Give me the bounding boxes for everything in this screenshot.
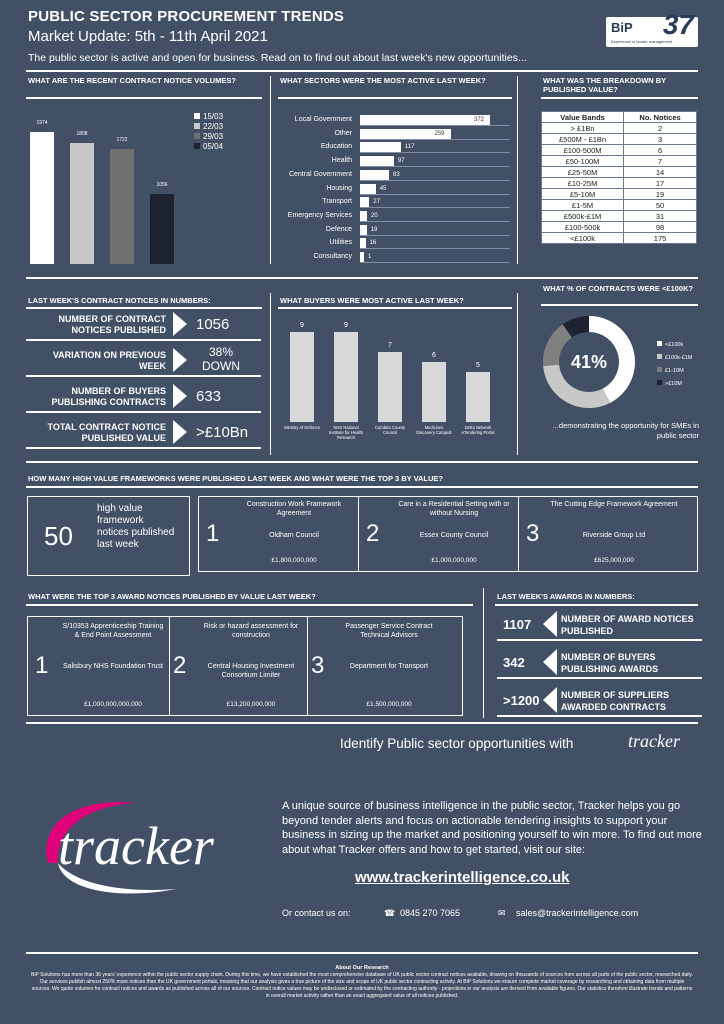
legend-label: 22/03 — [203, 122, 224, 131]
framework-value: £1,800,000,000 — [271, 557, 317, 564]
legend-entry — [657, 378, 693, 391]
volume-bar — [150, 194, 174, 264]
awards-top-heading: WHAT WERE THE TOP 3 AWARD NOTICES PUBLISHED BY VALUE LAST WEEK? — [28, 592, 316, 601]
sector-value: 83 — [393, 171, 400, 178]
award-buyer: Salisbury NHS Foundation Trust — [63, 663, 163, 670]
frameworks-heading: HOW MANY HIGH VALUE FRAMEWORKS WERE PUBLISHED LAST WEEK AND WHAT WERE THE TOP 3 BY VALUE? — [28, 474, 444, 483]
chevron-right-icon — [171, 348, 189, 372]
volume-bar — [30, 132, 54, 264]
sector-label: Consultancy — [313, 253, 352, 260]
divider — [169, 616, 170, 716]
buyer-value: 6 — [432, 352, 436, 359]
sector-gridline — [360, 248, 510, 249]
value-band-cell: £100-500k — [542, 222, 624, 233]
award-title: Passenger Service Contract Technical Advisors — [345, 623, 433, 639]
volume-bar-label: 1808 — [76, 131, 88, 138]
page-subtitle: Market Update: 5th - 11th April 2021 — [28, 28, 268, 45]
value-band-cell: £500k-£1M — [542, 211, 624, 222]
legend-entry — [657, 339, 693, 352]
email-icon: ✉ — [498, 908, 506, 918]
sector-bar — [360, 225, 367, 235]
numbers-heading: LAST WEEK'S CONTRACT NOTICES IN NUMBERS: — [28, 296, 211, 305]
sector-gridline — [360, 221, 510, 222]
tracker-url-link[interactable]: www.trackerintelligence.co.uk — [355, 869, 570, 886]
value-bands-table-wrap — [541, 111, 697, 244]
chevron-right-icon — [171, 312, 189, 336]
legend-label: £1-10M — [665, 368, 684, 374]
legend-swatch — [194, 133, 200, 139]
buyer-label: Cumbria County Council — [374, 425, 406, 435]
contract-number-value: 1056 — [196, 316, 230, 333]
award-rank: 1 — [35, 652, 49, 679]
divider — [26, 604, 473, 606]
award-number-value: 1107 — [503, 617, 532, 632]
value-bands-col1: Value Bands — [542, 112, 624, 123]
value-band-cell: 175 — [624, 233, 697, 244]
value-band-cell: 7 — [624, 156, 697, 167]
sector-bar — [360, 252, 364, 262]
sector-row — [280, 237, 510, 249]
value-band-cell: 2 — [624, 123, 697, 134]
value-band-cell: 98 — [624, 222, 697, 233]
legend-entry — [657, 365, 693, 378]
sector-bar — [360, 238, 366, 248]
legend-swatch — [657, 341, 662, 346]
contract-number-label: NUMBER OF CONTRACT NOTICES PUBLISHED — [58, 314, 166, 335]
contract-number-value: 633 — [196, 388, 222, 405]
legend-entry — [194, 132, 223, 142]
divider — [517, 76, 518, 264]
value-band-cell: 19 — [624, 189, 697, 200]
award-rank: 3 — [311, 652, 325, 679]
sector-row — [280, 141, 510, 153]
contract-number-value: 38% DOWN — [202, 345, 240, 373]
contract-number-row — [26, 420, 261, 446]
award-number-label: NUMBER OF AWARD NOTICES PUBLISHED — [561, 614, 694, 636]
contract-number-row — [26, 384, 261, 410]
legend-swatch — [194, 113, 200, 119]
buyers-chart — [282, 312, 512, 452]
value-bands-heading: WHAT WAS THE BREAKDOWN BY PUBLISHED VALUE? — [543, 76, 667, 94]
sector-value: 19 — [370, 226, 378, 233]
sector-value: 45 — [379, 185, 387, 192]
row-divider — [26, 339, 261, 341]
divider — [518, 496, 519, 572]
contract-number-row — [26, 345, 261, 374]
value-band-cell: £50-100M — [542, 156, 624, 167]
volume-bar — [70, 143, 94, 264]
sector-bar — [360, 184, 376, 194]
award-number-value: >1200 — [503, 693, 540, 708]
legend-swatch — [657, 367, 662, 372]
value-band-cell: 14 — [624, 167, 697, 178]
buyer-label: Medicines Discovery Catapult — [416, 425, 452, 435]
volumes-heading: WHAT ARE THE RECENT CONTRACT NOTICE VOLUMES? — [28, 76, 236, 85]
awards-numbers-heading: LAST WEEK'S AWARDS IN NUMBERS: — [497, 592, 635, 601]
sector-label: Utilities — [329, 239, 352, 247]
buyer-value: 7 — [388, 342, 392, 349]
row-divider — [497, 639, 702, 641]
sector-bar — [360, 211, 367, 221]
volume-bar — [110, 149, 134, 264]
row-divider — [26, 411, 261, 413]
chevron-left-icon — [543, 687, 557, 713]
framework-title: Care in a Residential Setting with or without Nursing — [398, 501, 510, 517]
award-value: £1,500,000,000 — [366, 701, 412, 708]
bip-logo — [606, 9, 698, 47]
legend-entry — [194, 142, 223, 152]
award-value: £13,200,000,000 — [226, 701, 276, 708]
sector-label: Other — [334, 129, 352, 137]
page-title: PUBLIC SECTOR PROCUREMENT TRENDS — [28, 8, 345, 25]
value-band-cell: £100-500M — [542, 145, 624, 156]
award-number-label: NUMBER OF SUPPLIERS AWARDED CONTRACTS — [561, 690, 670, 712]
sector-value: 27 — [373, 199, 381, 206]
value-band-row — [542, 233, 697, 244]
row-divider — [497, 677, 702, 679]
framework-title: The Cutting Edge Framework Agreement — [550, 501, 678, 508]
about-heading: About Our Research — [335, 965, 389, 971]
row-divider — [26, 375, 261, 377]
contact-label: Or contact us on: — [282, 908, 351, 918]
contract-number-label: TOTAL CONTRACT NOTICE PUBLISHED VALUE — [47, 422, 166, 443]
award-title: S/10353 Apprenticeship Training & End Point Assessment — [62, 623, 164, 639]
award-number-row — [497, 647, 702, 677]
sector-row — [280, 183, 510, 195]
contract-number-label: VARIATION ON PREVIOUS WEEK — [52, 350, 166, 371]
email-link[interactable]: sales@trackerintelligence.com — [516, 908, 639, 918]
volume-bar-label: 1974 — [36, 120, 48, 127]
value-band-cell: 3 — [624, 134, 697, 145]
framework-rank: 1 — [206, 520, 220, 547]
buyer-label: Ministry of Defence — [284, 425, 320, 430]
sector-value: 259 — [434, 130, 445, 137]
contract-number-label: NUMBER OF BUYERS PUBLISHING CONTRACTS — [51, 386, 166, 407]
row-divider — [497, 715, 702, 717]
award-rank: 2 — [173, 652, 187, 679]
sector-gridline — [360, 207, 510, 208]
buyer-bar — [422, 362, 446, 422]
legend-label: 05/04 — [203, 142, 224, 151]
sector-value: 97 — [397, 158, 405, 165]
divider — [26, 70, 698, 72]
divider — [541, 97, 698, 99]
value-band-cell: 17 — [624, 178, 697, 189]
legend-entry — [657, 352, 693, 365]
framework-buyer: Riverside Group Ltd — [582, 532, 646, 539]
buyer-bar — [466, 372, 490, 422]
chevron-left-icon — [543, 649, 557, 675]
sector-gridline — [360, 235, 510, 236]
value-band-row — [542, 156, 697, 167]
legend-label: <£100k — [665, 342, 684, 348]
value-band-row — [542, 167, 697, 178]
volume-bar-label: 1722 — [116, 137, 128, 144]
value-bands-table — [541, 111, 697, 244]
divider — [270, 293, 271, 455]
sector-row — [280, 196, 510, 208]
identify-text: Identify Public sector opportunities with — [340, 736, 574, 751]
legend-swatch — [657, 380, 662, 385]
buyer-label: Defra Network eTendering Portal — [461, 425, 495, 435]
value-band-cell: 6 — [624, 145, 697, 156]
framework-title: Construction Work Framework Agreement — [246, 501, 342, 517]
framework-rank: 2 — [366, 520, 380, 547]
buyer-value: 9 — [300, 322, 304, 329]
divider — [278, 307, 512, 309]
about-text: BiP Solutions has more than 36 years' experience within the public sector supply chain. During this time, we have established the most comprehensive database of UK public sector contract notices available, drawing on thousands of sources from across all parts of the public sector, researched daily. Our services publish almost 250% more notices than the UK government portals, meaning that our analysis gives a true picture of the size and scope of UK public sector contracting activity. At BiP Solutions we ensure complete market coverage by researching and obtaining data from multiple sources. We quote volumes for contract notices and awards as published across all of our sources. Contract notice values may be undisclosed or estimated by the contracting authority - projections in our analysis are derived from available figures. Our statistics therefore illustrate trends and patterns in overall market activity rather than an exact aggregated value of all notices published. — [31, 972, 693, 999]
divider — [26, 461, 698, 463]
value-band-row — [542, 178, 697, 189]
value-band-cell: 50 — [624, 200, 697, 211]
award-number-row — [497, 609, 702, 639]
sector-row — [280, 128, 510, 140]
framework-value: £625,000,000 — [594, 557, 634, 564]
award-number-label: NUMBER OF BUYERS PUBLISHING AWARDS — [561, 652, 659, 674]
sector-row — [280, 155, 510, 167]
value-band-cell: £25-50M — [542, 167, 624, 178]
value-band-row — [542, 189, 697, 200]
value-band-row — [542, 123, 697, 134]
sector-row — [280, 251, 510, 263]
award-number-row — [497, 685, 702, 715]
sector-gridline — [360, 262, 510, 263]
sector-bar — [360, 115, 490, 125]
sector-label: Housing — [326, 184, 352, 192]
sector-bar — [360, 197, 369, 207]
buyers-heading: WHAT BUYERS WERE MOST ACTIVE LAST WEEK? — [280, 296, 464, 305]
sector-label: Local Government — [294, 116, 352, 123]
divider — [26, 307, 262, 309]
value-band-cell: £1-5M — [542, 200, 624, 211]
divider — [358, 496, 359, 572]
buyer-bar — [334, 332, 358, 422]
sectors-chart — [280, 114, 510, 264]
value-band-row — [542, 200, 697, 211]
buyer-value: 9 — [344, 322, 348, 329]
divider — [541, 304, 698, 306]
value-band-row — [542, 222, 697, 233]
chevron-right-icon — [171, 420, 189, 444]
legend-entry — [194, 112, 223, 122]
volumes-chart — [30, 104, 190, 264]
sme-heading: WHAT % OF CONTRACTS WERE <£100K? — [543, 284, 694, 293]
sector-label: Central Government — [288, 170, 352, 178]
tracker-big-logo — [36, 793, 276, 903]
sector-label: Emergency Services — [287, 211, 352, 219]
sector-bar — [360, 170, 389, 180]
sector-value: 117 — [404, 144, 415, 151]
legend-swatch — [657, 354, 662, 359]
value-band-cell: <£100k — [542, 233, 624, 244]
bip-logo-text: BiP — [611, 20, 633, 35]
divider — [26, 97, 262, 99]
bip-logo-number: 37 — [662, 9, 694, 40]
page-intro: The public sector is active and open for business. Read on to find out about last week's new opportunities... — [28, 52, 527, 64]
sector-row — [280, 210, 510, 222]
legend-swatch — [194, 143, 200, 149]
buyer-bar — [378, 352, 402, 422]
sector-gridline — [360, 139, 510, 140]
framework-count: 50 — [44, 521, 73, 551]
tracker-small-logo: tracker — [628, 731, 680, 751]
framework-buyer: Essex County Council — [419, 532, 489, 539]
buyer-label: NHS National Institute for Health Research — [329, 425, 363, 440]
divider — [26, 486, 698, 488]
divider — [517, 293, 518, 455]
sector-label: Health — [331, 157, 352, 165]
legend-label: 15/03 — [203, 112, 224, 121]
chevron-right-icon — [171, 384, 189, 408]
sector-value: 372 — [474, 117, 485, 123]
sector-row — [280, 169, 510, 181]
value-band-cell: £500M - £1Bn — [542, 134, 624, 145]
award-title: Risk or hazard assessment for construction — [203, 623, 299, 639]
value-band-cell: £10-25M — [542, 178, 624, 189]
tracker-blurb: A unique source of business intelligence in the public sector, Tracker helps you go beyond tender alerts and focus on actionable tendering insights to support your business in sizing up the market and positioning yourself to win more. To find out more about what Tracker offers and how to get started, visit our site: — [282, 800, 702, 856]
volume-bar-label: 1056 — [156, 181, 168, 188]
row-divider — [26, 447, 261, 449]
value-band-cell: 31 — [624, 211, 697, 222]
divider — [26, 277, 698, 279]
divider — [495, 604, 698, 606]
framework-count-box — [27, 496, 190, 576]
legend-swatch — [194, 123, 200, 129]
sectors-heading: WHAT SECTORS WERE THE MOST ACTIVE LAST WEEK? — [280, 76, 486, 85]
contract-number-value: >£10Bn — [196, 424, 249, 441]
divider — [307, 616, 308, 716]
phone-link[interactable]: 0845 270 7065 — [400, 908, 461, 918]
value-band-row — [542, 211, 697, 222]
framework-count-text: high value framework notices published last week — [97, 503, 175, 550]
sector-gridline — [360, 194, 510, 195]
legend-label: >£10M — [665, 381, 682, 387]
sme-percent: 41% — [570, 351, 608, 372]
contract-number-row — [26, 312, 261, 338]
sector-bar — [360, 156, 394, 166]
award-buyer: Department for Transport — [349, 663, 429, 670]
value-band-row — [542, 145, 697, 156]
bip-logo-small: Experience in tender management — [611, 39, 673, 44]
chevron-left-icon — [543, 611, 557, 637]
legend-entry — [194, 122, 223, 132]
sector-gridline — [360, 166, 510, 167]
sme-legend — [657, 339, 693, 391]
divider — [483, 588, 484, 718]
sector-value: 20 — [370, 212, 378, 219]
sector-label: Defence — [325, 225, 352, 233]
value-band-cell: > £1Bn — [542, 123, 624, 134]
framework-rank: 3 — [526, 520, 540, 547]
sector-value: 1 — [368, 254, 372, 260]
divider — [278, 97, 512, 99]
sector-label: Transport — [322, 198, 352, 206]
legend-label: 29/03 — [203, 132, 224, 141]
sector-gridline — [360, 180, 510, 181]
divider — [26, 952, 698, 954]
buyer-value: 5 — [476, 362, 480, 369]
award-value: £1,000,000,000,000 — [84, 701, 142, 708]
sector-row — [280, 224, 510, 236]
buyer-bar — [290, 332, 314, 422]
award-buyer: Central Housing Investment Consortium Limiter — [207, 663, 295, 679]
framework-value: £1,000,000,000 — [431, 557, 477, 564]
volumes-legend — [194, 112, 223, 152]
framework-buyer: Oldham Council — [269, 532, 319, 539]
sector-label: Education — [320, 143, 352, 151]
value-band-row — [542, 134, 697, 145]
sector-gridline — [360, 152, 510, 153]
phone-icon: ☎ — [384, 908, 396, 918]
sector-gridline — [360, 125, 510, 126]
sme-note: ...demonstrating the opportunity for SMEs in public sector — [552, 421, 699, 440]
value-band-cell: £5-10M — [542, 189, 624, 200]
divider — [26, 722, 698, 724]
award-number-value: 342 — [503, 655, 525, 670]
sector-row — [280, 114, 510, 126]
sector-bar — [360, 142, 401, 152]
sector-value: 16 — [369, 240, 377, 247]
value-bands-col2: No. Notices — [624, 112, 697, 123]
tracker-logo-word: tracker — [58, 816, 214, 876]
legend-label: £100k-£1M — [665, 355, 693, 361]
